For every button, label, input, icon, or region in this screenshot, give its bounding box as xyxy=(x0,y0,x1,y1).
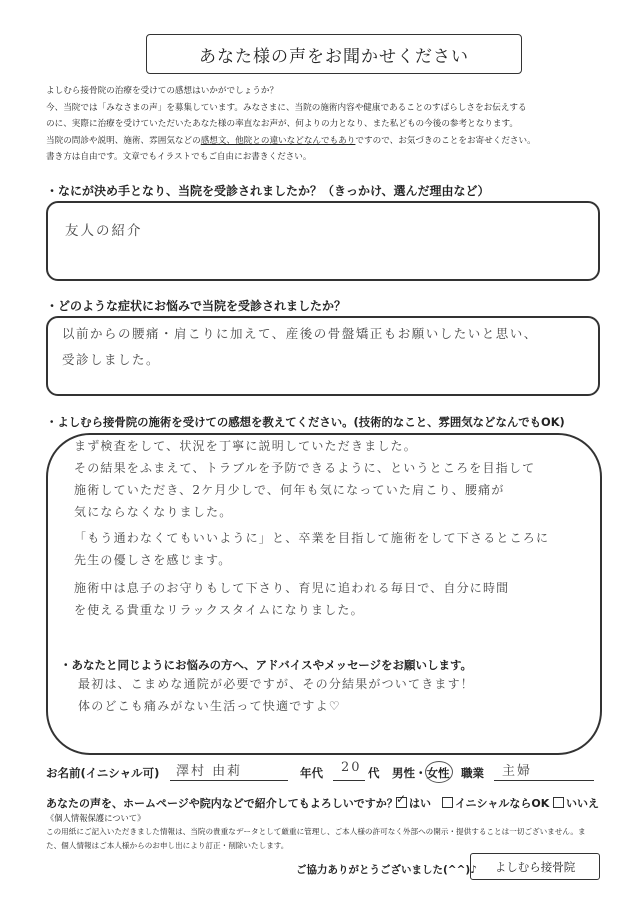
handwritten-line: 施術していただき、2ケ月少しで、何年も気になっていた肩こり、腰痛が xyxy=(74,483,505,497)
page-title: あなた様の声をお聞かせください xyxy=(146,34,522,74)
answer-1-box[interactable] xyxy=(46,201,600,281)
answer-2-lines xyxy=(62,324,538,372)
gender-label[interactable]: 男性・女性 xyxy=(392,766,450,780)
checkbox-icon[interactable] xyxy=(442,797,453,808)
privacy-line: この用紙にご記入いただきました情報は、当院の貴重なデータとして厳重に管理し、ご本人様の許可なく外部への開示・提供することは一切ございません。ま xyxy=(46,827,586,836)
privacy-line: た、個人情報はご本人様からのお申し出により訂正・削除いたします。 xyxy=(46,841,289,850)
question-1-label: ・なにが決め手となり、当院を受診されましたか？（きっかけ、選んだ理由など） xyxy=(46,184,490,198)
handwritten-line: 最初は、こまめな通院が必要ですが、その分結果がついてきます！ xyxy=(78,677,475,691)
intro-text-part: ですので、お気づきのことをお寄せください。 xyxy=(355,135,536,146)
question-2-label: ・どのような症状にお悩みで当院を受診されましたか？ xyxy=(46,299,347,313)
handwritten-line: 先生の優しさを感じます。 xyxy=(74,553,232,567)
consent-option-label: いいえ xyxy=(566,797,599,810)
name-label: お名前(イニシャル可) xyxy=(46,766,160,780)
answer-4-lines xyxy=(78,675,474,719)
gender-selected-circle xyxy=(425,761,453,783)
checkbox-icon[interactable] xyxy=(553,797,564,808)
answer-3-box[interactable] xyxy=(46,433,602,755)
job-label: 職業 xyxy=(461,766,484,780)
age-suffix: 代 xyxy=(368,766,380,780)
handwritten-line: その結果をふまえて、トラブルを予防できるように、というところを目指して xyxy=(74,461,536,475)
intro-underline: 感想文、他院との違いなどなんでもあり xyxy=(200,135,356,146)
handwritten-line: 施術中は息子のお守りもして下さり、育児に追われる毎日で、自分に時間 xyxy=(74,581,510,595)
age-field[interactable] xyxy=(333,760,365,781)
handwritten-line: 受診しました。 xyxy=(62,352,161,367)
job-value: 主婦 xyxy=(502,764,533,779)
handwritten-line: を使える貴重なリラックスタイムになりました。 xyxy=(74,603,364,617)
age-label: 年代 xyxy=(300,766,323,780)
answer-3-lines xyxy=(74,437,549,623)
consent-option-no[interactable] xyxy=(553,795,599,811)
consent-question: あなたの声を、ホームページや院内などで紹介してもよろしいですか？ xyxy=(46,797,398,810)
clinic-name-box: よしむら接骨院 xyxy=(470,853,600,880)
consent-option-label: はい xyxy=(409,797,431,810)
job-field[interactable] xyxy=(494,760,594,781)
age-value: 20 xyxy=(341,760,362,775)
question-3-label: ・よしむら接骨院の施術を受けての感想を教えてください。(技術的なこと、雰囲気などなんでもOK) xyxy=(46,415,565,429)
intro-line: のに、実際に治療を受けていただいたあなた様の率直なお声が、何よりの力となり、また私どもの今後の参考となります。 xyxy=(46,119,518,130)
checkbox-checked-icon[interactable] xyxy=(396,797,407,808)
handwritten-line: 「もう通わなくてもいいように」と、卒業を目指して施術をして下さるところに xyxy=(74,531,550,545)
question-4-label: ・あなたと同じようにお悩みの方へ、アドバイスやメッセージをお願いします。 xyxy=(60,658,473,672)
name-field[interactable] xyxy=(170,760,288,781)
intro-line: 書き方は自由です。文章でもイラストでもご自由にお書きください。 xyxy=(46,152,312,163)
answer-1-text: 友人の紹介 xyxy=(65,223,143,239)
answer-2-box[interactable] xyxy=(46,316,600,396)
intro-text xyxy=(46,83,606,166)
consent-option-label: イニシャルならOK xyxy=(455,797,550,810)
handwritten-line: まず検査をして、状況を丁寧に説明していただきました。 xyxy=(74,439,417,453)
name-value: 澤村 由莉 xyxy=(176,764,243,779)
privacy-heading: 《個人情報保護について》 xyxy=(46,813,146,823)
handwritten-line: 以前からの腰痛・肩こりに加えて、産後の骨盤矯正もお願いしたいと思い、 xyxy=(62,326,538,341)
consent-option-initial[interactable] xyxy=(442,795,549,811)
intro-line xyxy=(46,133,606,150)
intro-text-part: 当院の問診や説明、施術、雰囲気などの xyxy=(46,135,201,146)
handwritten-line: 体のどこも痛みがない生活って快適ですよ♡ xyxy=(78,699,341,713)
privacy-notice xyxy=(46,811,586,853)
intro-line: よしむら接骨院の治療を受けての感想はいかがでしょうか？ xyxy=(46,86,279,96)
consent-option-yes[interactable] xyxy=(396,795,431,811)
intro-line: 今、当院では「みなさまの声」を募集しています。みなさまに、当院の施術内容や健康であることのすばらしさをお伝えする xyxy=(46,102,527,113)
handwritten-line: 気にならなくなりました。 xyxy=(74,505,233,519)
thanks-text: ご協力ありがとうございました(^^)♪ xyxy=(296,864,477,876)
